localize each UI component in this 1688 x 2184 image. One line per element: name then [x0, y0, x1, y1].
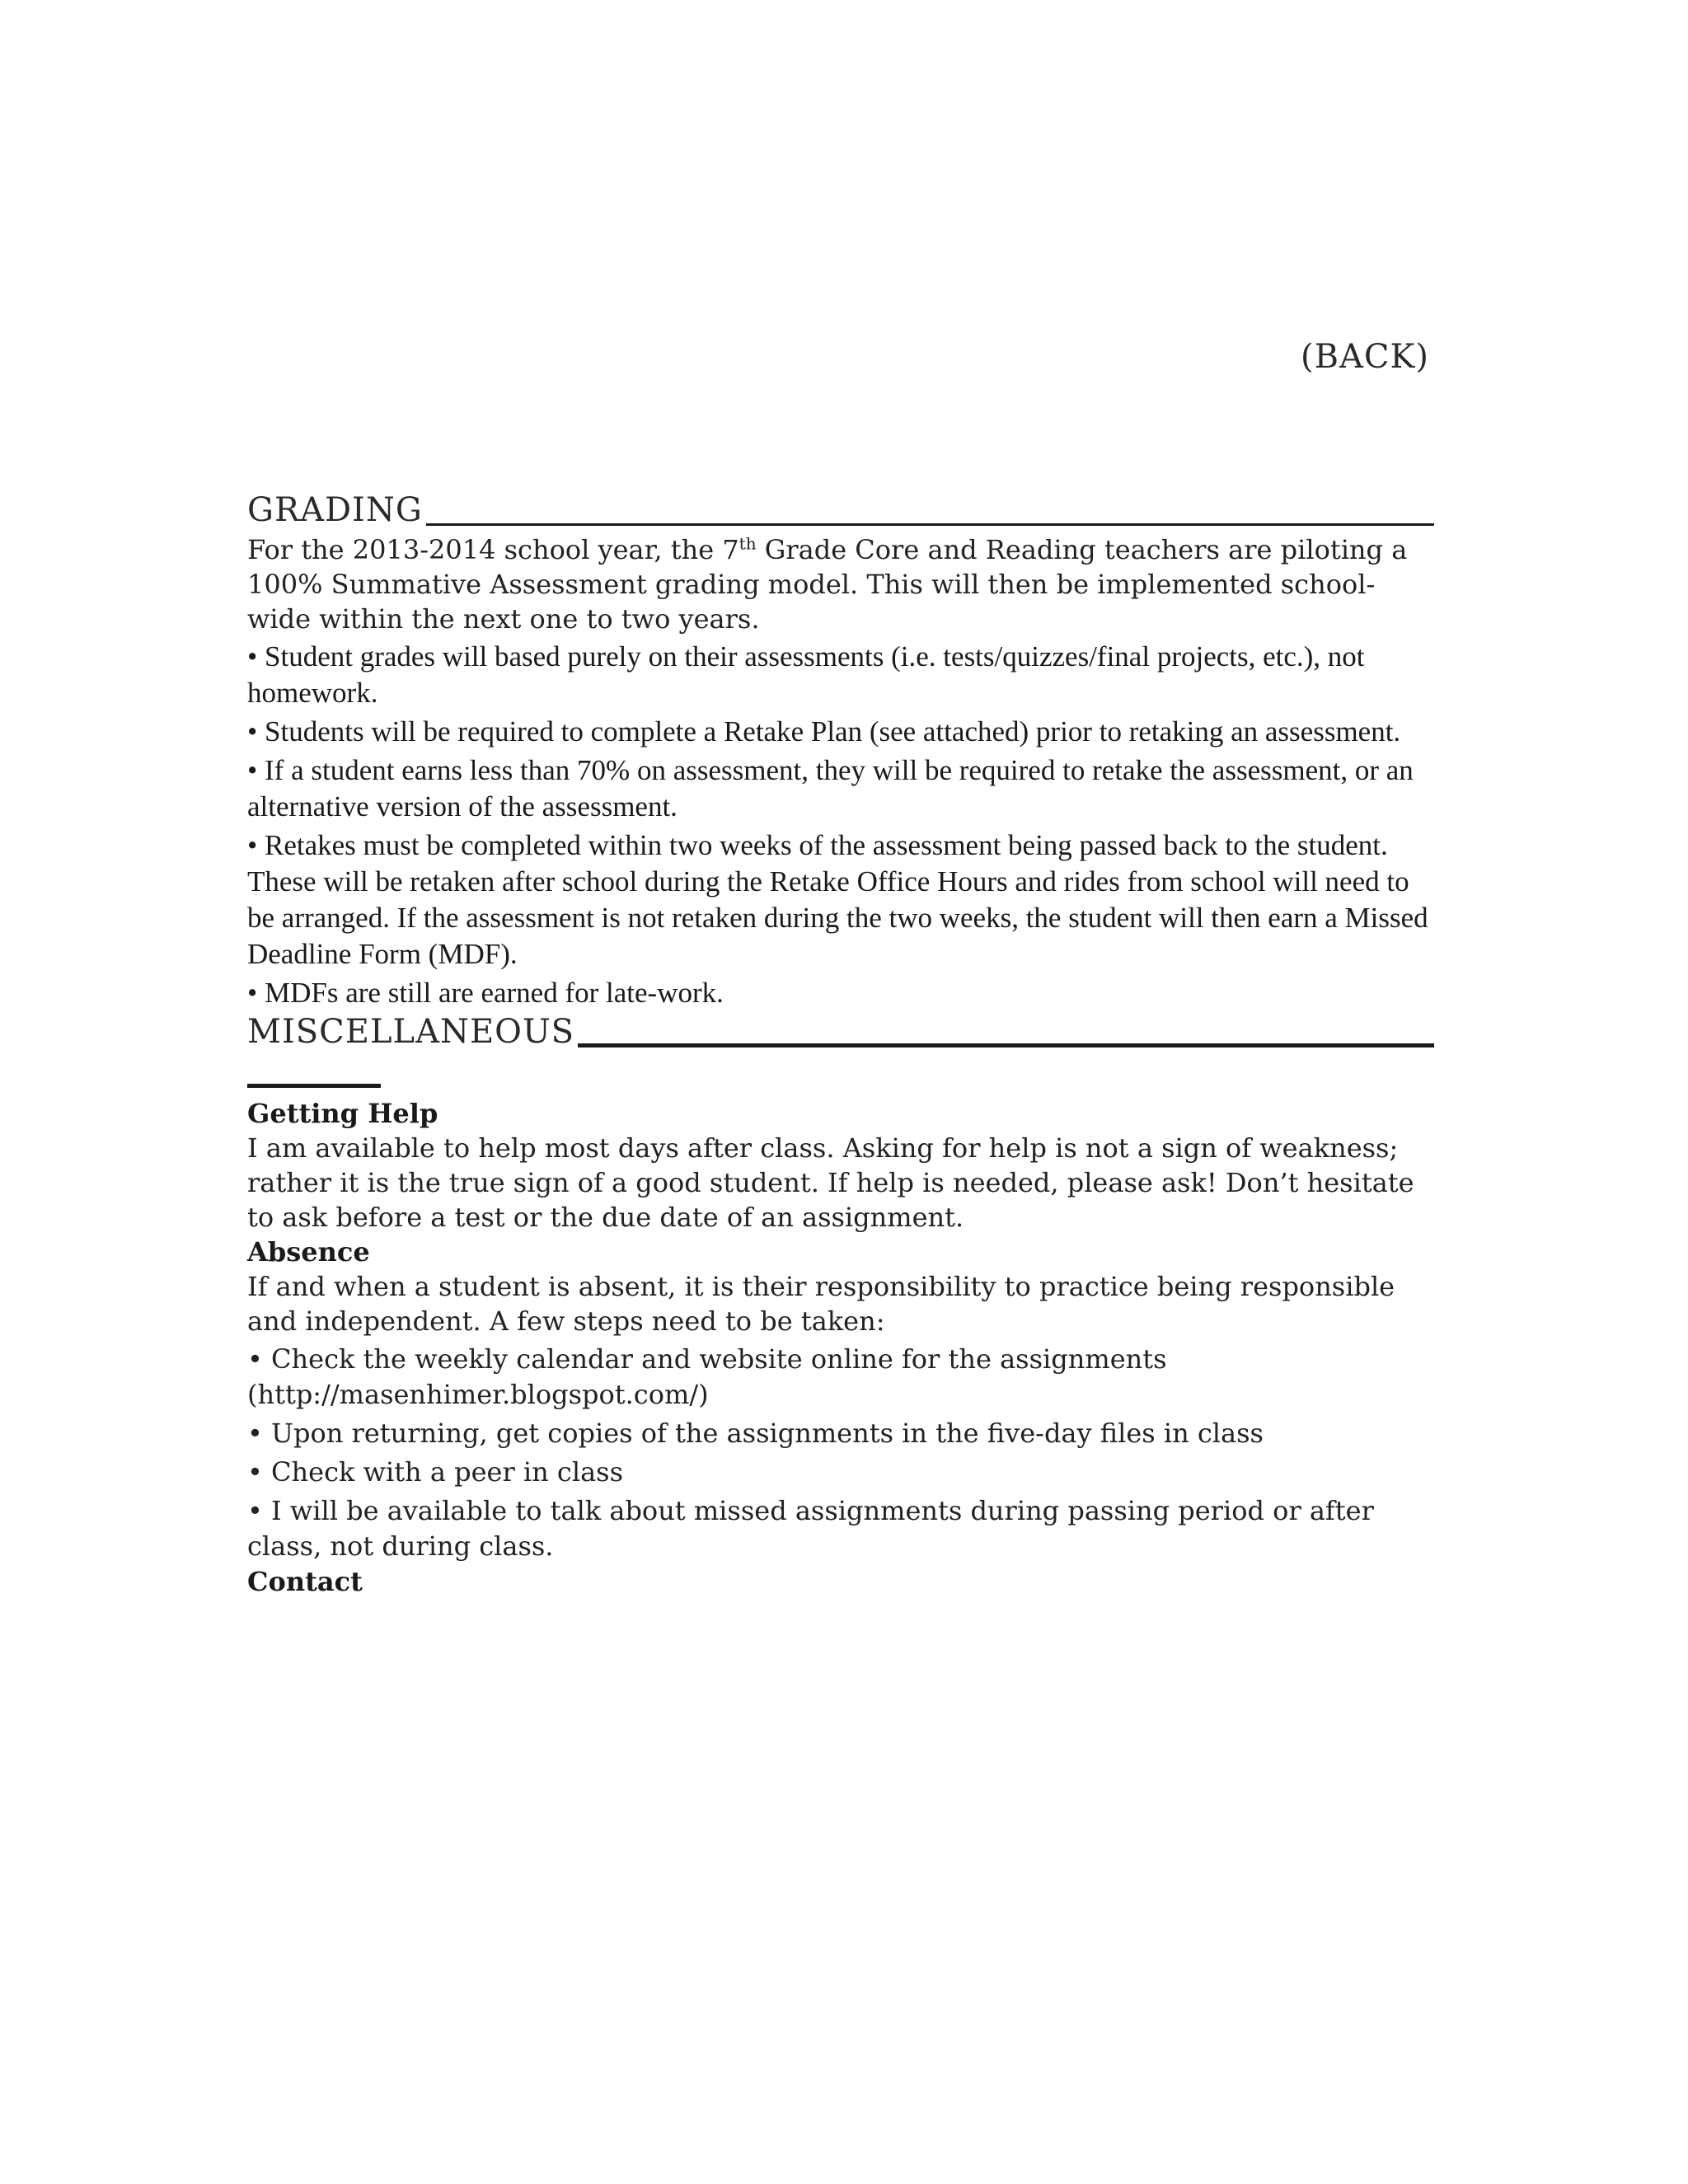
misc-heading-row [247, 1013, 1434, 1051]
getting-help-title: Getting Help [247, 1098, 438, 1129]
grading-heading-row [247, 491, 1434, 529]
grading-bullet-2: • Students will be required to complete a Retake Plan (see attached) prior to retaking an assessment. [247, 715, 1401, 748]
absence-bullet-4: • I will be available to talk about missed assignments during passing period or after class, not during class. [247, 1495, 1374, 1562]
document-body [247, 491, 1434, 1599]
contact-title: Contact [247, 1566, 363, 1597]
misc-heading-rule [578, 1043, 1434, 1047]
grading-bullet-1: • Student grades will based purely on their assessments (i.e. tests/quizzes/final projects, etc.), not homework. [247, 640, 1365, 709]
misc-heading-rule-overflow [247, 1051, 381, 1088]
grading-bullet-3: • If a student earns less than 70% on assessment, they will be required to retake the assessment, or an alternative version of the assessment. [247, 754, 1414, 823]
grading-heading: GRADING [247, 491, 423, 529]
absence-title: Absence [247, 1236, 370, 1268]
grading-heading-rule [426, 523, 1434, 526]
absence-text: If and when a student is absent, it is their responsibility to practice being responsible and independent. A few steps need to be taken: [247, 1271, 1395, 1337]
getting-help-text: I am available to help most days after class. Asking for help is not a sign of weakness; rather it is the true sign of a good student. If help is needed, please ask! Don’t hesitate to ask before a test or the due date of an assignment. [247, 1132, 1414, 1233]
grading-intro-sup: th [738, 533, 757, 554]
grading-intro-part2: Grade Core and Reading teachers are piloting a 100% Summative Assessment grading model. This will then be implemented school-wide within the next one to two years. [247, 534, 1408, 635]
page-side-label: (BACK) [1301, 338, 1429, 376]
grading-intro-part1: For the 2013-2014 school year, the 7 [247, 534, 739, 565]
grading-intro [247, 532, 1434, 636]
absence-bullet-2: • Upon returning, get copies of the assignments in the five-day files in class [247, 1418, 1264, 1449]
grading-bullet-5: • MDFs are still are earned for late-work. [247, 977, 724, 1009]
misc-heading: MISCELLANEOUS [247, 1013, 575, 1051]
grading-bullet-4: • Retakes must be completed within two weeks of the assessment being passed back to the student. These will be retaken after school during the Retake Office Hours and rides from school will need to be arranged. If the assessment is not retaken during the two weeks, the student will then earn a Missed Deadline Form (MDF). [247, 829, 1428, 970]
absence-bullet-1: • Check the weekly calendar and website online for the assignments (http://masenhimer.blogspot.com/) [247, 1343, 1167, 1410]
absence-bullet-3: • Check with a peer in class [247, 1456, 623, 1488]
